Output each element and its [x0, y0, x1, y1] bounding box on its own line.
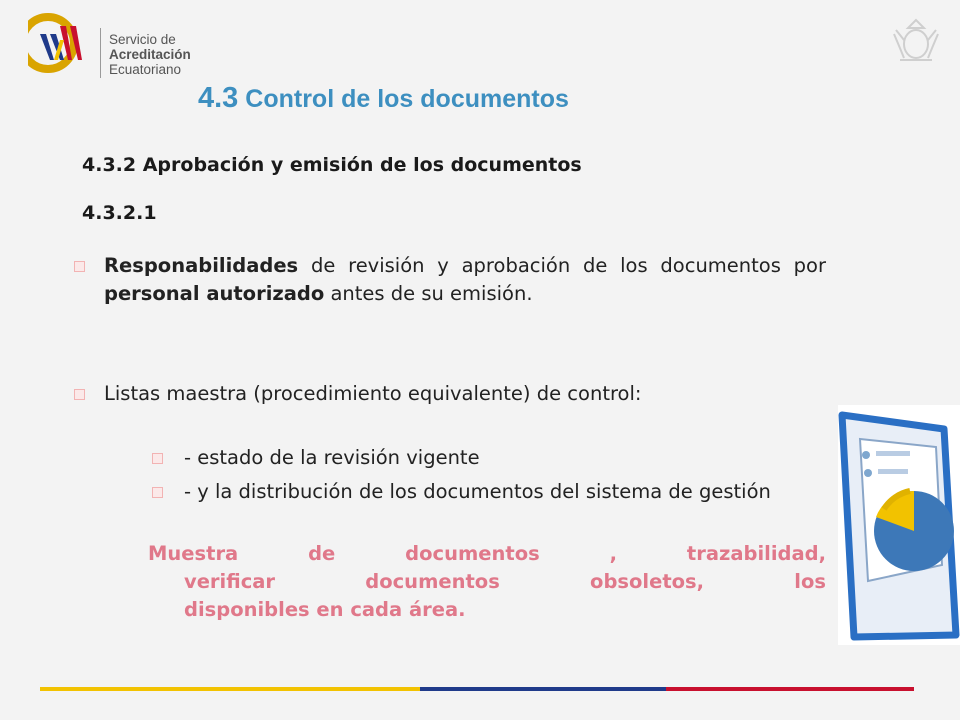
- logo-divider: [100, 28, 101, 78]
- logo-line3: Ecuatoriano: [109, 62, 182, 77]
- coat-of-arms-icon: [886, 14, 946, 70]
- bullet-marker: [152, 453, 163, 464]
- note-line3: disponibles en cada área.: [184, 598, 466, 621]
- subsection-number: 4.3.2.1: [82, 202, 157, 224]
- bullet1-text2: antes de su emisión.: [324, 282, 533, 305]
- highlight-note: [148, 540, 826, 624]
- slide-title: [198, 82, 569, 115]
- bullet4-text: - y la distribución de los documentos del sistema de gestión: [184, 480, 771, 503]
- logo-line2: Acreditación: [109, 47, 191, 62]
- subbullet-distribution: [184, 478, 826, 506]
- bullet-marker: [152, 487, 163, 498]
- logo-text: [109, 32, 191, 77]
- bullet1-text1: de revisión y aprobación de los documentos por: [298, 254, 826, 277]
- bullet-marker: [74, 261, 85, 272]
- footer-bar-yellow: [40, 687, 420, 691]
- title-text: Control de los documentos: [238, 85, 569, 113]
- bullet1-bold2: personal autorizado: [104, 282, 325, 305]
- bullet3-text: - estado de la revisión vigente: [184, 446, 480, 469]
- logo-line1: Servicio de: [109, 32, 176, 47]
- subheading: 4.3.2 Aprobación y emisión de los documentos: [82, 154, 582, 176]
- footer-bar-red: [666, 687, 914, 691]
- document-chart-icon: [838, 405, 960, 645]
- bullet-responsibilities: [104, 252, 826, 308]
- bullet1-bold1: Responabilidades: [104, 254, 299, 277]
- subbullet-revision-status: [184, 444, 826, 472]
- title-number: 4.3: [198, 82, 239, 114]
- note-line2: verificar documentos obsoletos, los: [184, 570, 826, 593]
- note-line1: Muestra de documentos , trazabilidad,: [148, 542, 826, 565]
- bullet2-text: Listas maestra (procedimiento equivalente) de control:: [104, 382, 642, 405]
- bullet-master-lists: [104, 380, 826, 408]
- footer-bar-blue: [420, 687, 666, 691]
- ecuador-flag-logo-icon: [14, 12, 98, 74]
- sae-logo: [14, 12, 214, 77]
- bullet-marker: [74, 389, 85, 400]
